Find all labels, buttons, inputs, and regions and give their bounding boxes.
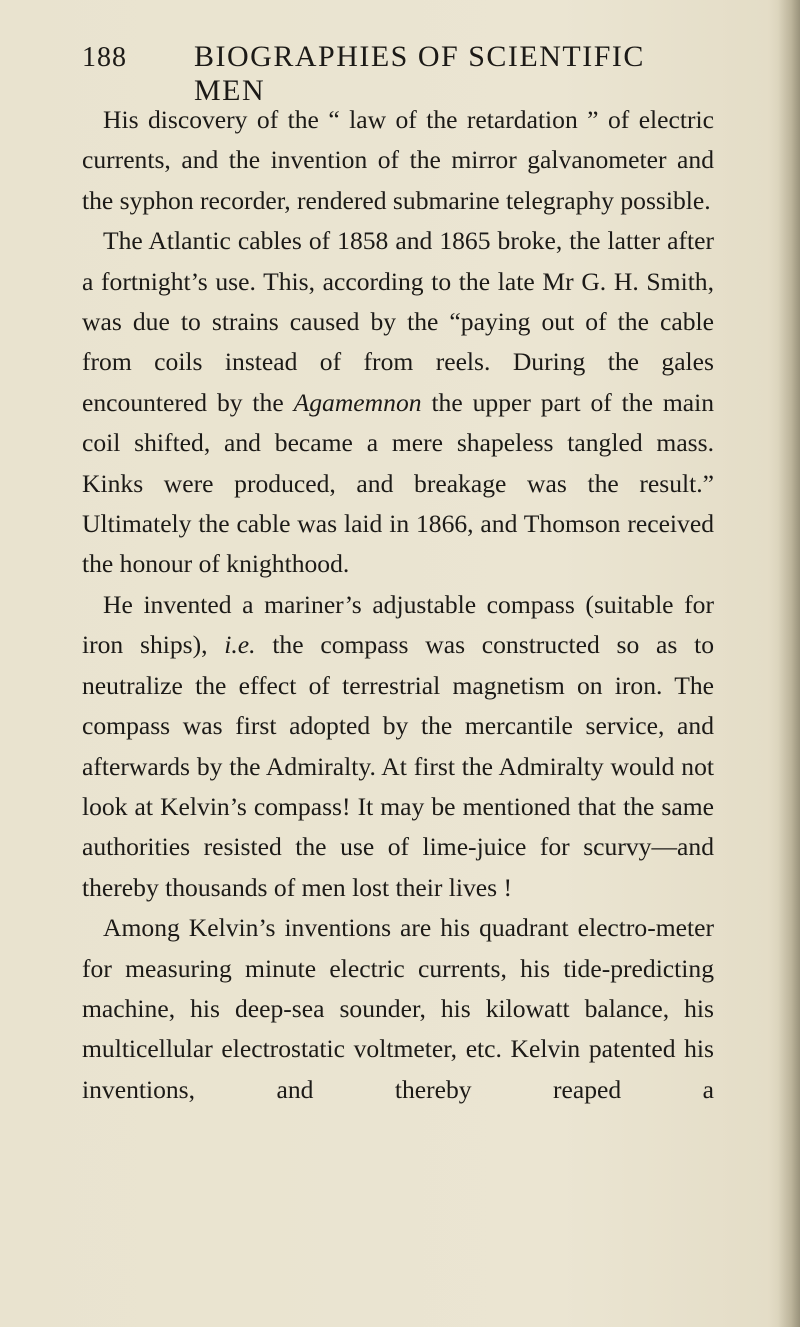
paragraph-3-text-after: the compass was constructed so as to neutralize the effect of terrestrial magnetism on iron. The compass was first adopted by the mercantile service, and afterwards by the Admiralty. At first the Admiralty would not look at Kelvin’s compass! It may be mentioned that the same authorities resisted the use of lime-juice for scurvy—and thereby thousands of men lost their lives ! <box>82 630 714 902</box>
paragraph-3 <box>82 585 714 908</box>
page-header <box>82 38 722 107</box>
page-number: 188 <box>82 42 127 73</box>
paragraph-4-text: Among Kelvin’s inventions are his quadrant electro-meter for measuring minute electric currents, his tide-predicting machine, his deep-sea sounder, his kilowatt balance, his multicellular electrostatic voltmeter, etc. Kelvin patented his inventions, and thereby reaped a <box>82 913 714 1104</box>
page-edge-shadow <box>778 0 800 1327</box>
paragraph-2-text-after: the upper part of the main coil shifted, and became a mere shapeless tangled mass. Kinks were produced, and breakage was the result.” Ultimately the cable was laid in 1866, and Thomson received the honour of knighthood. <box>82 387 714 579</box>
paragraph-2 <box>82 221 714 585</box>
paragraph-2-text-before: The Atlantic cables of 1858 and 1865 broke, the latter after a fortnight’s use. This, according to the late Mr G. H. Smith, was due to strains caused by the “paying out of the cable from coils instead of from reels. During the gales encountered by the <box>82 226 714 417</box>
abbreviation-italic: i.e. <box>224 630 256 660</box>
paragraph-4 <box>82 908 714 1110</box>
ship-name-italic: Agamemnon <box>293 387 422 417</box>
paragraph-3-text-before: He invented a mariner’s adjustable compass (suitable for iron ships), <box>82 589 714 660</box>
running-title: BIOGRAPHIES OF SCIENTIFIC MEN <box>194 40 645 107</box>
paragraph-1-text: His discovery of the “ law of the retardation ” of electric currents, and the invention of the mirror galvanometer and the syphon recorder, rendered submarine telegraphy possible. <box>82 105 714 215</box>
paragraph-1 <box>82 100 714 221</box>
body-text <box>82 100 714 1110</box>
